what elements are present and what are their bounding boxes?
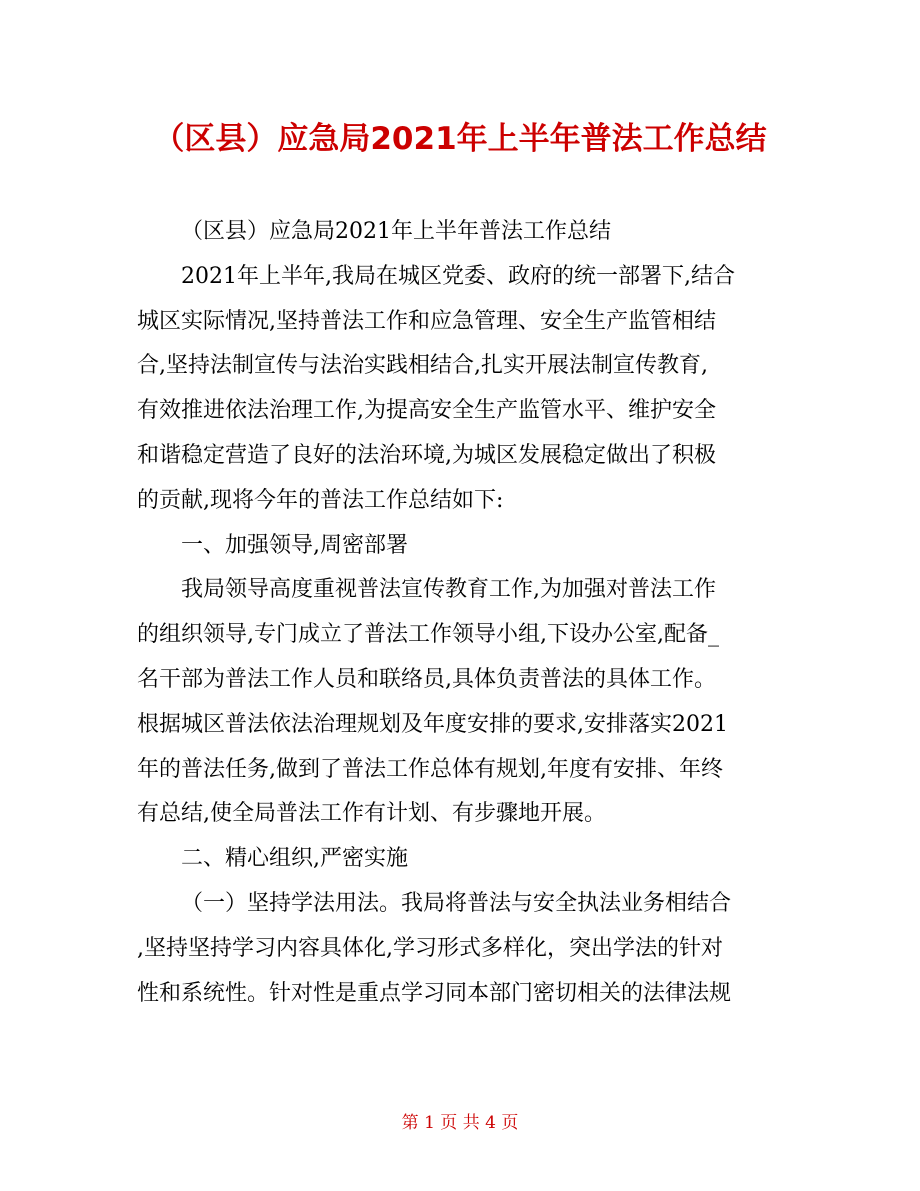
body-line: ,坚持坚持学习内容具体化,学习形式多样化，突出学法的针对 <box>137 935 723 961</box>
section-heading: 二、精心组织,严密实施 <box>181 846 408 872</box>
body-line: 根据城区普法依法治理规划及年度安排的要求,安排落实2021 <box>137 711 728 737</box>
body-line: 有总结,使全局普法工作有计划、有步骤地开展。 <box>137 801 606 827</box>
body-line: 的贡献,现将今年的普法工作总结如下: <box>137 487 504 513</box>
body-line: 性和系统性。针对性是重点学习同本部门密切相关的法律法规 <box>137 980 732 1006</box>
body-line: 和谐稳定营造了良好的法治环境,为城区发展稳定做出了积极 <box>137 442 716 468</box>
body-line: 的组织领导,专门成立了普法工作领导小组,下设办公室,配备_ <box>137 622 719 648</box>
body-line: （区县）应急局2021年上半年普法工作总结 <box>181 219 611 244</box>
body-line: 有效推进依法治理工作,为提高安全生产监管水平、维护安全 <box>137 398 716 424</box>
body-line: 我局领导高度重视普法宣传教育工作,为加强对普法工作 <box>181 577 716 603</box>
document-title: （区县）应急局2021年上半年普法工作总结 <box>153 121 767 157</box>
body-line: 年的普法任务,做到了普法工作总体有规划,年度有安排、年终 <box>137 756 723 782</box>
body-line: 2021年上半年,我局在城区党委、政府的统一部署下,结合 <box>181 263 735 289</box>
body-line: 名干部为普法工作人员和联络员,具体负责普法的具体工作。 <box>137 666 716 692</box>
section-heading: 一、加强领导,周密部署 <box>181 532 408 558</box>
body-line: （一）坚持学法用法。我局将普法与安全执法业务相结合 <box>181 890 732 916</box>
document-body <box>137 210 783 1016</box>
body-line: 城区实际情况,坚持普法工作和应急管理、安全生产监管相结 <box>137 308 716 334</box>
body-line: 合,坚持法制宣传与法治实践相结合,扎实开展法制宣传教育, <box>137 353 708 379</box>
page-footer: 第 1 页 共 4 页 <box>401 1113 519 1133</box>
